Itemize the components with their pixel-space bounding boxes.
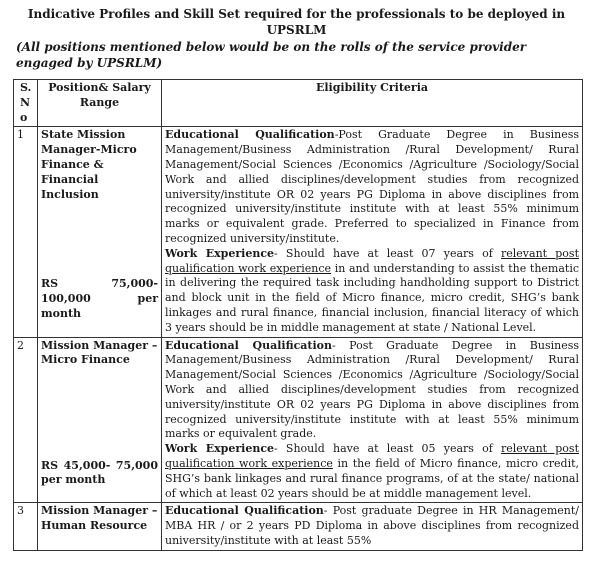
eligibility-table (13, 79, 583, 551)
experience-text-rest: in the field of Micro finance, micro credit, SHG’s bank linkages and rural finance programs, of at the state/ national of which at least 02 years should be at middle management level. (165, 456, 579, 500)
position-title: State Mission Manager-Micro Finance & Financial Inclusion (41, 128, 137, 201)
row-position-cell (38, 337, 162, 503)
row-criteria (162, 503, 583, 550)
header-criteria: Eligibility Criteria (162, 80, 583, 127)
education-text: - Post graduate Degree in HR Management/ MBA HR / or 2 years PD Diploma in above disciplines from recognized university/institute with at least 55% (165, 504, 579, 547)
header-position: Position& Salary Range (38, 80, 162, 127)
row-position-cell (38, 127, 162, 337)
experience-text-rest: in and understanding to assist the thematic in delivering the required task including handholding support to District and block unit in the field of Micro finance, micro credit, SHG’s bank linkages and rural finance, financial inclusion, financial literacy of which 3 years should be in middle management at state / National Level. (165, 261, 580, 334)
experience-label: Work Experience (165, 442, 275, 456)
row-criteria (162, 127, 583, 337)
experience-underlined: relevant post qualification work experience (165, 442, 579, 470)
education-text: - Post Graduate Degree in Business Management/Business Administration /Rural Development/ Rural Management/Social Sciences /Economics /Agriculture /Sociology/Social Work and allied disciplines/development studies from recognized university/institute OR 02 years PG Diploma in above disciplines from recognized university/institute institute with at least 55% minimum marks or equivalent grade. (165, 338, 579, 441)
education-label: Educational Qualification (165, 338, 333, 352)
experience-text: - Should have at least 07 years of (274, 246, 501, 260)
row-position-cell (38, 503, 162, 550)
experience-underlined: relevant post qualification work experience (165, 246, 579, 275)
position-title: Mission Manager – Micro Finance (41, 338, 158, 367)
table-row (14, 127, 583, 337)
table-header-row (14, 80, 583, 127)
position-title: Mission Manager – Human Resource (41, 504, 158, 533)
row-sno: 3 (14, 503, 38, 550)
row-sno: 1 (14, 127, 38, 337)
row-sno: 2 (14, 337, 38, 503)
education-label: Educational Qualification (165, 504, 324, 518)
education-text: -Post Graduate Degree in Business Management/Business Administration /Rural Development/ Rural Management/Social Sciences /Economics /Agriculture /Sociology/Social Work and allied disciplines/development studies from recognized university/institute OR 02 years PG Diploma in above disciplines from recognized university/institute institute with at least 55% minimum marks or equivalent grade. Preferred to specialized in Finance from recognized university/institute. (165, 128, 579, 245)
document-subtitle: (All positions mentioned below would be on the rolls of the service provider engaged by UPSRLM) (16, 40, 527, 70)
table-row (14, 337, 583, 503)
table-row (14, 503, 583, 550)
education-label: Educational Qualification (165, 128, 335, 142)
experience-label: Work Experience (165, 246, 275, 260)
row-criteria (162, 337, 583, 503)
document-title: Indicative Profiles and Skill Set required for the professionals to be deployed in UPSRLM (27, 7, 566, 37)
experience-text: - Should have at least 05 years of (274, 442, 501, 456)
salary-range: RS 45,000- 75,000 per month (41, 458, 158, 487)
salary-range: RS 75,000- 100,000 per month (41, 277, 158, 320)
header-sno: S. N o (14, 80, 38, 127)
